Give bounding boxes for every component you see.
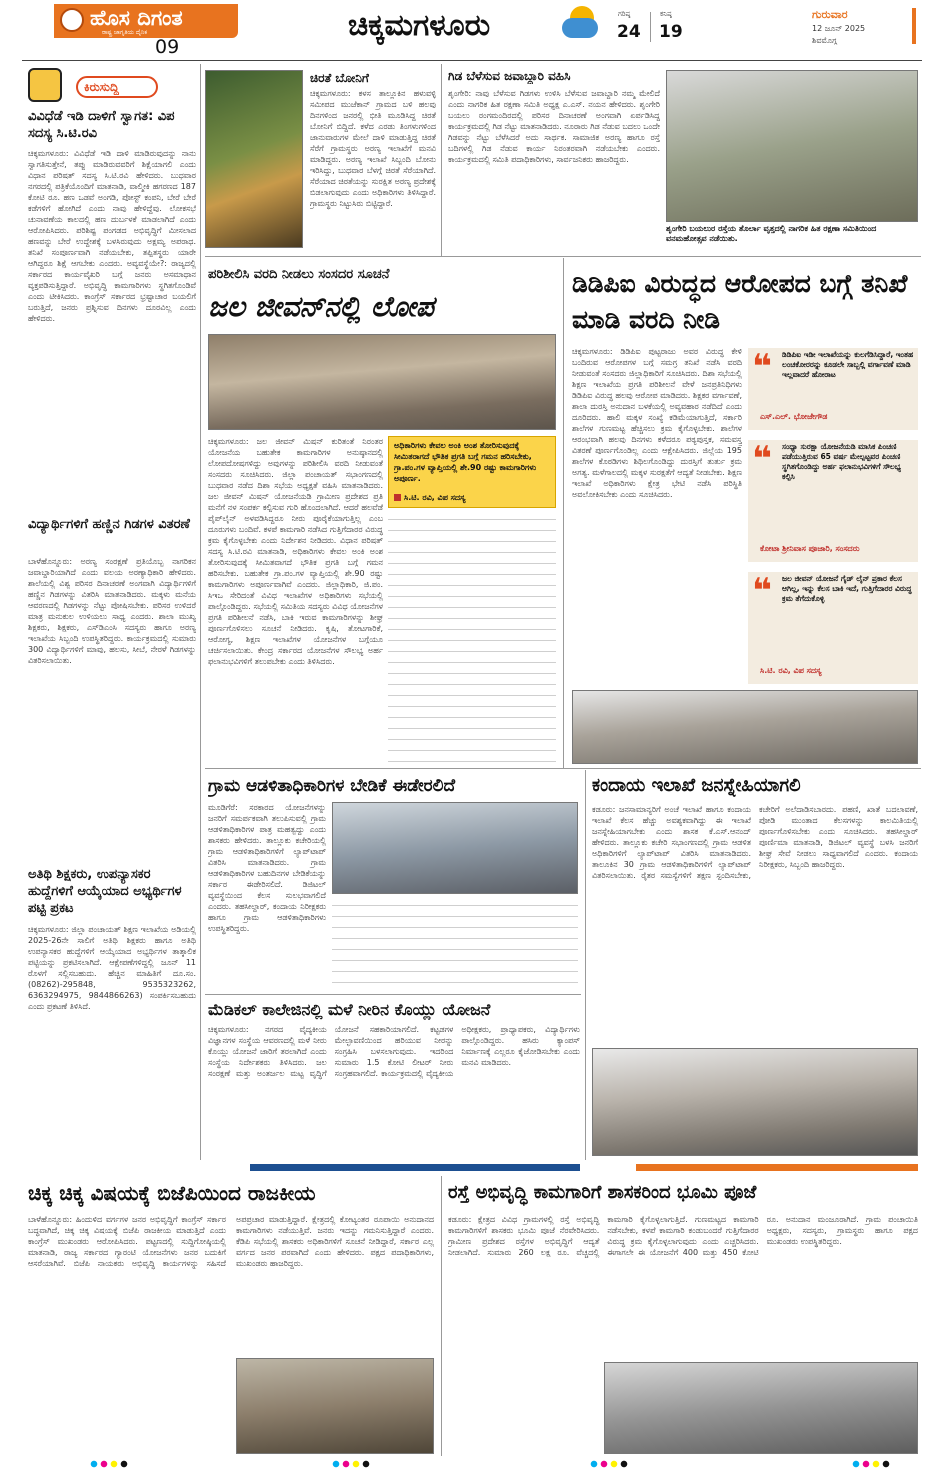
grama-photo (332, 802, 578, 894)
medical-headline: ಮೆಡಿಕಲ್ ಕಾಲೇಜಿನಲ್ಲಿ ಮಳೆ ನೀರಿನ ಕೊಯ್ಲು ಯೋಜನೆ (208, 1000, 491, 1019)
rule-under-top (205, 256, 921, 257)
masthead-rule (22, 60, 922, 61)
section-bar-orange (636, 1164, 918, 1171)
gida-photo (666, 70, 918, 222)
kirusuddi-label: ಕಿರುಸುದ್ದಿ (84, 80, 119, 94)
leopard-headline: ಚಿರತೆ ಬೋನಿಗೆ (310, 71, 369, 85)
ddpi-body: ಚಿಕ್ಕಮಗಳೂರು: ಡಿಡಿಪಿಐ ಪುಟ್ಟರಾಜು ಅವರ ವಿರುದ್ಧ ಕೇಳಿ ಬಂದಿರುವ ಆರೋಪಗಳ ಬಗ್ಗೆ ಸಮಗ್ರ ತನಿಖೆ ನಡೆಸಿ ವರದಿ ನೀಡುವಂತೆ ಸಂಸದರು ಜಿಲ್ಲಾಧಿಕಾರಿಗೆ ಸೂಚಿಸಿದರು. ದಿಶಾ ಸಭೆಯಲ್ಲಿ ಶಿಕ್ಷಣ ಇಲಾಖೆಯ ಪ್ರಗತಿ ಪರಿಶೀಲನೆ ವೇಳೆ ಜನಪ್ರತಿನಿಧಿಗಳು ಡಿಡಿಪಿಐ ವಿರುದ್ಧ ಹಲವು ಆರೋಪ ಮಾಡಿದರು. ಶಿಕ್ಷಕರ ವರ್ಗಾವಣೆ, ಶಾಲಾ ದುರಸ್ತಿ ಅನುದಾನ ಬಳಕೆಯಲ್ಲಿ ಅವ್ಯವಹಾರ ನಡೆದಿದೆ ಎಂದು ದೂರಿದರು. ಹಾಲಿ ಮಕ್ಕಳ ಸಂಖ್ಯೆ ಕಡಿಮೆಯಾಗುತ್ತಿದೆ, ಸರ್ಕಾರಿ ಶಾಲೆಗಳ ಗುಣಮಟ್ಟ ಹೆಚ್ಚಿಸಲು ಕ್ರಮ ಕೈಗೊಳ್ಳಬೇಕು. ಶಾಲೆಗಳ ಆರಂಭವಾಗಿ ಹಲವು ದಿನಗಳು ಕಳೆದರೂ ಪಠ್ಯಪುಸ್ತಕ, ಸಮವಸ್ತ್ರ ವಿತರಣೆ ಪೂರ್ಣಗೊಂಡಿಲ್ಲ ಎಂದು ಆಕ್ಷೇಪಿಸಿದರು. ಜಿಲ್ಲೆಯ 195 ಶಾಲೆಗಳ ಕೊಠಡಿಗಳು ಶಿಥಿಲಗೊಂಡಿದ್ದು ದುರಸ್ತಿಗೆ ತುರ್ತು ಕ್ರಮ ಅಗತ್ಯ. ಮಳೆಗಾಲದಲ್ಲಿ ಮಕ್ಕಳ ಸುರಕ್ಷತೆಗೆ ಆದ್ಯತೆ ನೀಡಬೇಕು. ಶಿಕ್ಷಣ ಇಲಾಖೆ ಅಧಿಕಾರಿಗಳು ಕ್ಷೇತ್ರ ಭೇಟಿ ನಡೆಸಿ ಪರಿಸ್ಥಿತಿ ಅವಲೋಕಿಸಬೇಕು ಎಂದು ಸೂಚಿಸಿದರು. (572, 347, 742, 499)
jal-headline: ಜಲ ಜೀವನ್‌ನಲ್ಲಿ ಲೋಪ (208, 290, 434, 323)
masthead-accent-bar (912, 8, 916, 44)
rule-mid (205, 768, 921, 769)
kirusuddi-headline-3: ಅತಿಥಿ ಶಿಕ್ಷಕರು, ಉಪನ್ಯಾಸಕರ ಹುದ್ದೆಗಳಿಗೆ ಆಯ್ಕೆಯಾದ ಅಭ್ಯರ್ಥಿಗಳ ಪಟ್ಟಿ ಪ್ರಕಟ (28, 867, 182, 916)
leopard-photo (205, 70, 303, 248)
date: 12 ಜೂನ್ 2025 (812, 24, 866, 33)
quote-mark-icon: ❝ (752, 439, 772, 479)
jal-quote-by: ಸಿ.ಟಿ. ರವಿ, ವಿಪ ಸದಸ್ಯ (404, 493, 466, 502)
grama-body: ಮೂಡಿಗೆರೆ: ಸರಕಾರದ ಯೋಜನೆಗಳನ್ನು ಜನರಿಗೆ ಸಮರ್ಪಕವಾಗಿ ತಲುಪಿಸುವಲ್ಲಿ ಗ್ರಾಮ ಆಡಳಿತಾಧಿಕಾರಿಗಳ ಪಾತ್ರ ಮಹತ್ವದ್ದು ಎಂದು ಶಾಸಕರು ಹೇಳಿದರು. ತಾಲ್ಲೂಕು ಕಚೇರಿಯಲ್ಲಿ ಗ್ರಾಮ ಆಡಳಿತಾಧಿಕಾರಿಗಳಿಗೆ ಲ್ಯಾಪ್‌ಟಾಪ್ ವಿತರಿಸಿ ಮಾತನಾಡಿದರು. ಗ್ರಾಮ ಆಡಳಿತಾಧಿಕಾರಿಗಳ ಬಹುದಿನಗಳ ಬೇಡಿಕೆಯನ್ನು ಸರ್ಕಾರ ಈಡೇರಿಸಲಿದೆ. ಡಿಜಿಟಲ್ ವ್ಯವಸ್ಥೆಯಿಂದ ಕೆಲಸ ಸುಲಭವಾಗಲಿದೆ ಎಂದರು. ತಹಸೀಲ್ದಾರ್, ಕಂದಾಯ ನಿರೀಕ್ಷಕರು ಹಾಗೂ ಗ್ರಾಮ ಆಡಳಿತಾಧಿಕಾರಿಗಳು ಉಪಸ್ಥಿತರಿದ್ದರು. (208, 803, 326, 933)
kirusuddi-body-2: ಬಾಳೆಹೊನ್ನೂರು: ಅರಣ್ಯ ಸಂರಕ್ಷಣೆ ಪ್ರತಿಯೊಬ್ಬ ನಾಗರಿಕನ ಜವಾಬ್ದಾರಿಯಾಗಿದೆ ಎಂದು ವಲಯ ಅರಣ್ಯಾಧಿಕಾರಿ ಹೇಳಿದರು. ಶಾಲೆಯಲ್ಲಿ ವಿಶ್ವ ಪರಿಸರ ದಿನಾಚರಣೆ ಅಂಗವಾಗಿ ವಿದ್ಯಾರ್ಥಿಗಳಿಗೆ ಹಣ್ಣಿನ ಗಿಡಗಳನ್ನು ವಿತರಿಸಿ ಮಾತನಾಡಿದರು. ಮಕ್ಕಳು ಮನೆಯ ಆವರಣದಲ್ಲಿ ಗಿಡಗಳನ್ನು ನೆಟ್ಟು ಪೋಷಿಸಬೇಕು. ಪರಿಸರ ಉಳಿದರೆ ಮಾತ್ರ ಮನುಕುಲ ಉಳಿಯಲು ಸಾಧ್ಯ ಎಂದರು. ಶಾಲಾ ಮುಖ್ಯ ಶಿಕ್ಷಕರು, ಶಿಕ್ಷಕರು, ಎಸ್‌ಡಿಎಂಸಿ ಸದಸ್ಯರು ಹಾಗೂ ಅರಣ್ಯ ಇಲಾಖೆಯ ಸಿಬ್ಬಂದಿ ಉಪಸ್ಥಿತರಿದ್ದರು. ಕಾರ್ಯಕ್ರಮದಲ್ಲಿ ಸುಮಾರು 300 ವಿದ್ಯಾರ್ಥಿಗಳಿಗೆ ಮಾವು, ಹಲಸು, ಸೀಬೆ, ನೇರಳೆ ಗಿಡಗಳನ್ನು ವಿತರಿಸಲಾಯಿತು. (28, 557, 196, 665)
weather-cloud-icon (562, 18, 598, 38)
kirusuddi-hand-icon (28, 68, 62, 102)
bjp-body: ಬಾಳೆಹೊನ್ನೂರು: ಹಿಂದುಳಿದ ವರ್ಗಗಳ ಜನರ ಅಭಿವೃದ್ಧಿಗೆ ಕಾಂಗ್ರೆಸ್ ಸರ್ಕಾರ ಬದ್ಧವಾಗಿದೆ, ಚಿಕ್ಕ ಚಿಕ್ಕ ವಿಷಯಕ್ಕೆ ಬಿಜೆಪಿ ರಾಜಕೀಯ ಮಾಡುತ್ತಿದೆ ಎಂದು ಕಾಂಗ್ರೆಸ್ ಮುಖಂಡರು ಆರೋಪಿಸಿದರು. ಪಟ್ಟಣದಲ್ಲಿ ಸುದ್ದಿಗೋಷ್ಠಿಯಲ್ಲಿ ಮಾತನಾಡಿ, ರಾಜ್ಯ ಸರ್ಕಾರದ ಗ್ಯಾರಂಟಿ ಯೋಜನೆಗಳು ಜನರ ಬದುಕಿಗೆ ಆಸರೆಯಾಗಿವೆ. ಬಿಜೆಪಿ ನಾಯಕರು ಅಭಿವೃದ್ಧಿ ಕಾರ್ಯಗಳನ್ನು ಸಹಿಸದೆ ಅಪಪ್ರಚಾರ ಮಾಡುತ್ತಿದ್ದಾರೆ. ಕ್ಷೇತ್ರದಲ್ಲಿ ಕೋಟ್ಯಂತರ ರೂಪಾಯಿ ಅನುದಾನದ ಕಾಮಗಾರಿಗಳು ನಡೆಯುತ್ತಿವೆ. ಜನರು ಇದನ್ನು ಗಮನಿಸುತ್ತಿದ್ದಾರೆ ಎಂದರು. ಕೆಡಿಪಿ ಸಭೆಯಲ್ಲಿ ಶಾಸಕರು ಅಧಿಕಾರಿಗಳಿಗೆ ಸೂಚನೆ ನೀಡಿದ್ದಾರೆ, ಸರ್ಕಾರ ಎಲ್ಲ ವರ್ಗದ ಜನರ ಪರವಾಗಿದೆ ಎಂದು ಹೇಳಿದರು. ಪಕ್ಷದ ಪದಾಧಿಕಾರಿಗಳು, ಮುಖಂಡರು ಹಾಜರಿದ್ದರು. (28, 1215, 434, 1268)
edition-title: ಚಿಕ್ಕಮಗಳೂರು (348, 8, 491, 43)
weather-divider (650, 12, 651, 42)
raste-headline: ರಸ್ತೆ ಅಭಿವೃದ್ಧಿ ಕಾಮಗಾರಿಗೆ ಶಾಸಕರಿಂದ ಭೂಮಿ ಪೂಜೆ (448, 1182, 757, 1203)
registration-marks (332, 1460, 372, 1468)
jal-body-continued (388, 512, 556, 766)
weekday: ಗುರುವಾರ (812, 8, 848, 21)
column-rule-left (200, 64, 201, 1160)
column-rule-bottom (441, 1176, 442, 1456)
brand-logo-icon (60, 8, 84, 32)
ddpi-quote-2-by: ಕೋಟಾ ಶ್ರೀನಿವಾಸ ಪೂಜಾರಿ, ಸಂಸದರು (760, 544, 860, 553)
ddpi-photo (572, 690, 918, 764)
temp-max-label: ಗರಿಷ್ಠ (618, 10, 631, 18)
ddpi-quote-1-text: ಡಿಡಿಪಿಐ ಇಡೀ ಇಲಾಖೆಯನ್ನು ಕುಲಗೆಡಿಸಿದ್ದಾರೆ, ಇಂತಹ ಲಂಚಕೋರರನ್ನು ಕೂಡಲೇ ಸಾಬ್ಬಲ್ಲಿ ವರ್ಗಾವಣೆ ಮಾಡಿ ಇಲ್ಲವಾದರೆ ಹೋರಾಟ (782, 350, 914, 379)
kirusuddi-headline-1: ವಿವಿಧೆಡೆ ಇಡಿ ದಾಳಿಗೆ ಸ್ವಾಗತ: ವಿಪ ಸದಸ್ಯ ಸಿ.ಟಿ.ರವಿ (28, 109, 175, 141)
quote-mark-icon: ❝ (752, 571, 772, 611)
jal-kicker: ಪರಿಶೀಲಿಸಿ ವರದಿ ನೀಡಲು ಸಂಸದರ ಸೂಚನೆ (208, 267, 390, 282)
column-rule-center-2 (585, 770, 586, 1160)
kandaya-body: ಕಡೂರು: ಜನಸಾಮಾನ್ಯರಿಗೆ ಅಂಚೆ ಇಲಾಖೆ ಹಾಗೂ ಕಂದಾಯ ಇಲಾಖೆ ಕೆಲಸ ಹೆಚ್ಚು ಅವಶ್ಯಕವಾಗಿದ್ದು ಈ ಇಲಾಖೆ ಜನಸ್ನೇಹಿಯಾಗಬೇಕು ಎಂದು ಶಾಸಕ ಕೆ.ಎಸ್.ಆನಂದ್ ಹೇಳಿದರು. ತಾಲ್ಲೂಕು ಕಚೇರಿ ಸಭಾಂಗಣದಲ್ಲಿ ಗ್ರಾಮ ಆಡಳಿತ ಅಧಿಕಾರಿಗಳಿಗೆ ಲ್ಯಾಪ್‌ಟಾಪ್ ವಿತರಿಸಿ ಮಾತನಾಡಿದರು. ತಾಲೂಕಿನ 30 ಗ್ರಾಮ ಆಡಳಿತಾಧಿಕಾರಿಗಳಿಗೆ ಲ್ಯಾಪ್‌ಟಾಪ್ ವಿತರಿಸಲಾಯಿತು. ರೈತರ ಸಮಸ್ಯೆಗಳಿಗೆ ತಕ್ಷಣ ಸ್ಪಂದಿಸಬೇಕು, ಕಚೇರಿಗೆ ಅಲೆದಾಡಿಸಬಾರದು. ಪಹಣಿ, ಖಾತೆ ಬದಲಾವಣೆ, ಪೋಡಿ ಮುಂತಾದ ಕೆಲಸಗಳನ್ನು ಕಾಲಮಿತಿಯಲ್ಲಿ ಪೂರ್ಣಗೊಳಿಸಬೇಕು ಎಂದು ಸೂಚಿಸಿದರು. ತಹಸೀಲ್ದಾರ್ ಪೂರ್ಣಿಮಾ ಮಾತನಾಡಿ, ಡಿಜಿಟಲ್ ವ್ಯವಸ್ಥೆ ಬಳಸಿ ಜನರಿಗೆ ಶೀಘ್ರ ಸೇವೆ ನೀಡಲು ಸಾಧ್ಯವಾಗಲಿದೆ ಎಂದರು. ಕಂದಾಯ ನಿರೀಕ್ಷಕರು, ಸಿಬ್ಬಂದಿ ಹಾಜರಿದ್ದರು. (592, 805, 918, 880)
column-rule-center (563, 258, 564, 768)
registration-marks (590, 1460, 630, 1468)
temp-min-label: ಕನಿಷ್ಠ (660, 10, 672, 18)
grama-body-continued (332, 898, 578, 990)
grama-headline: ಗ್ರಾಮ ಆಡಳಿತಾಧಿಕಾರಿಗಳ ಬೇಡಿಕೆ ಈಡೇರಲಿದೆ (208, 776, 456, 796)
ddpi-quote-3-by: ಸಿ.ಟಿ. ರವಿ, ವಿಪ ಸದಸ್ಯ (760, 666, 822, 675)
kandaya-photo (592, 1048, 918, 1156)
gida-body: ಶೃಂಗೇರಿ: ನಾವು ಬೆಳೆಸುವ ಗಿಡಗಳು ಉಳಿಸಿ ಬೆಳೆಸುವ ಜವಾಬ್ದಾರಿ ನಮ್ಮ ಮೇಲಿದೆ ಎಂದು ನಾಗರಿಕ ಹಿತ ರಕ್ಷಣಾ ಸಮಿತಿ ಅಧ್ಯಕ್ಷ ಎ.ಎಸ್. ನಯನ ಹೇಳಿದರು. ಶೃಂಗೇರಿ ಬಯಲು ರಂಗಮಂದಿರದಲ್ಲಿ ಪರಿಸರ ದಿನಾಚರಣೆ ಅಂಗವಾಗಿ ಏರ್ಪಡಿಸಿದ್ದ ಕಾರ್ಯಕ್ರಮದಲ್ಲಿ ಗಿಡ ನೆಟ್ಟು ಮಾತನಾಡಿದರು. ನೂರಾರು ಗಿಡ ನೆಡುವ ಬದಲು ಒಂದೇ ಗಿಡವನ್ನು ನೆಟ್ಟು ಬೆಳೆಸಿದರೆ ಅದು ಸಾರ್ಥಕ. ಸಾಮಾಜಿಕ ಅರಣ್ಯ ಹಾಗೂ ರಸ್ತೆ ಬದಿಗಳಲ್ಲಿ ಗಿಡ ನೆಡುವ ಕಾರ್ಯ ನಿರಂತರವಾಗಿ ನಡೆಯಬೇಕು ಎಂದರು. ಕಾರ್ಯಕ್ರಮದಲ್ಲಿ ಸಮಿತಿ ಪದಾಧಿಕಾರಿಗಳು, ಸಾರ್ವಜನಿಕರು ಹಾಜರಿದ್ದರು. (448, 89, 660, 164)
kirusuddi-body-3: ಚಿಕ್ಕಮಗಳೂರು: ಜಿಲ್ಲಾ ಪಂಚಾಯತ್ ಶಿಕ್ಷಣ ಇಲಾಖೆಯ ಅಡಿಯಲ್ಲಿ 2025-26ನೇ ಸಾಲಿಗೆ ಅತಿಥಿ ಶಿಕ್ಷಕರು ಹಾಗೂ ಅತಿಥಿ ಉಪನ್ಯಾಸಕರ ಹುದ್ದೆಗಳಿಗೆ ಆಯ್ಕೆಯಾದ ಅಭ್ಯರ್ಥಿಗಳ ತಾತ್ಕಾಲಿಕ ಪಟ್ಟಿಯನ್ನು ಪ್ರಕಟಿಸಲಾಗಿದೆ. ಆಕ್ಷೇಪಣೆಗಳಿದ್ದಲ್ಲಿ ಜೂನ್ 11 ರೊಳಗೆ ಸಲ್ಲಿಸಬಹುದು. ಹೆಚ್ಚಿನ ಮಾಹಿತಿಗೆ ದೂ.ಸಂ. (08262)-295848, 9535323262, 6363294975, 9844866263) ಸಂಪರ್ಕಿಸಬಹುದು ಎಂದು ಪ್ರಕಟಣೆ ತಿಳಿಸಿದೆ. (28, 925, 196, 1011)
ddpi-quote-1-by: ಎಸ್.ಎಲ್. ಭೋಜೇಗೌಡ (760, 412, 828, 421)
jal-quote-marker (394, 494, 401, 501)
bjp-photo (236, 1358, 434, 1454)
page-number: 09 (155, 37, 180, 57)
paper-name: ಹೊಸ ದಿಗಂತ (90, 6, 183, 30)
raste-photo (604, 1362, 918, 1454)
section-bar-blue (250, 1164, 580, 1171)
bjp-headline: ಚಿಕ್ಕ ಚಿಕ್ಕ ವಿಷಯಕ್ಕೆ ಬಿಜೆಪಿಯಿಂದ ರಾಜಕೀಯ (28, 1181, 316, 1205)
registration-marks (90, 1460, 130, 1468)
city: ಶಿವಮೊಗ್ಗ (812, 36, 837, 45)
temp-min: 19 (659, 22, 683, 42)
medical-body: ಚಿಕ್ಕಮಗಳೂರು: ನಗರದ ವೈದ್ಯಕೀಯ ವಿಜ್ಞಾನಗಳ ಸಂಸ್ಥೆಯ ಆವರಣದಲ್ಲಿ ಮಳೆ ನೀರು ಕೊಯ್ಲು ಯೋಜನೆ ಜಾರಿಗೆ ತರಲಾಗಿದೆ ಎಂದು ಸಂಸ್ಥೆಯ ನಿರ್ದೇಶಕರು ತಿಳಿಸಿದರು. ಜಲ ಸಂರಕ್ಷಣೆ ಮತ್ತು ಅಂತರ್ಜಲ ಮಟ್ಟ ವೃದ್ಧಿಗೆ ಯೋಜನೆ ಸಹಕಾರಿಯಾಗಲಿದೆ. ಕಟ್ಟಡಗಳ ಮೇಲ್ಛಾವಣಿಯಿಂದ ಹರಿಯುವ ನೀರನ್ನು ಸಂಗ್ರಹಿಸಿ ಬಳಸಲಾಗುವುದು. ಇದರಿಂದ ಸುಮಾರು 1.5 ಕೋಟಿ ಲೀಟರ್ ನೀರು ಸಂಗ್ರಹವಾಗಲಿದೆ. ಕಾರ್ಯಕ್ರಮದಲ್ಲಿ ವೈದ್ಯಕೀಯ ಅಧೀಕ್ಷಕರು, ಪ್ರಾಧ್ಯಾಪಕರು, ವಿದ್ಯಾರ್ಥಿಗಳು ಪಾಲ್ಗೊಂಡಿದ್ದರು. ಹಸಿರು ಕ್ಯಾಂಪಸ್ ನಿರ್ಮಾಣಕ್ಕೆ ಎಲ್ಲರೂ ಕೈಜೋಡಿಸಬೇಕು ಎಂದು ಮನವಿ ಮಾಡಿದರು. (208, 1025, 580, 1078)
paper-tagline: ರಾಷ್ಟ್ರ ಜಾಗೃತಿಯ ದೈನಿಕ (102, 29, 148, 36)
kirusuddi-body-1: ಚಿಕ್ಕಮಗಳೂರು: ವಿವಿಧೆಡೆ ಇಡಿ ದಾಳಿ ಮಾಡಿರುವುದನ್ನು ನಾನು ಸ್ವಾಗತಿಸುತ್ತೇನೆ, ತಪ್ಪು ಮಾಡಿರುವವರಿಗೆ ಶಿಕ್ಷೆಯಾಗಲಿ ಎಂದು ವಿಧಾನ ಪರಿಷತ್ ಸದಸ್ಯ ಸಿ.ಟಿ.ರವಿ ಹೇಳಿದರು. ಬುಧವಾರ ನಗರದಲ್ಲಿ ಪತ್ರಿಕೆಯೊಂದಿಗೆ ಮಾತನಾಡಿ, ವಾಲ್ಮೀಕಿ ಹಗರಣದ 187 ಕೋಟಿ ರೂ. ಹಣ ಒಡವೆ ಅಂಗಡಿ, ಪೋಸ್ಟ್ ಕಂಪನಿ, ಬೇರೆ ಬೇರೆ ಕಡೆಗಳಿಗೆ ಹೋಗಿದೆ ಎಂದು ನಾವು ಹೇಳಿದ್ದೆವು. ಲೋಕಸಭೆ ಚುನಾವಣೆಯ ಕಾಲದಲ್ಲಿ ಹಣ ದುರ್ಬಳಕೆ ಮಾಡಲಾಗಿದೆ ಎಂದು ಆರೋಪಿಸಿದರು. ಪರಿಶಿಷ್ಟ ಪಂಗಡದ ಅಭಿವೃದ್ಧಿಗೆ ಮೀಸಲಾದ ಹಣವನ್ನು ಬೇರೆ ಉದ್ದೇಶಕ್ಕೆ ಬಳಸಿರುವುದು ಅಕ್ಷಮ್ಯ ಅಪರಾಧ. ತನಿಖೆ ಸಂಪೂರ್ಣವಾಗಿ ನಡೆಯಬೇಕು, ತಪ್ಪಿತಸ್ಥರು ಯಾರೇ ಆಗಿದ್ದರೂ ಶಿಕ್ಷೆ ಆಗಬೇಕು ಎಂದರು. ಅವ್ಯವಸ್ಥೆಯೇ?: ರಾಜ್ಯದಲ್ಲಿ ಸರ್ಕಾರದ ಕಾರ್ಯವೈಖರಿ ಬಗ್ಗೆ ಜನರು ಅಸಮಾಧಾನ ವ್ಯಕ್ತಪಡಿಸುತ್ತಿದ್ದಾರೆ. ಅಭಿವೃದ್ಧಿ ಕಾಮಗಾರಿಗಳು ಸ್ಥಗಿತಗೊಂಡಿವೆ ಎಂದು ಟೀಕಿಸಿದರು. ಕಾಂಗ್ರೆಸ್ ಸರ್ಕಾರದ ಭ್ರಷ್ಟಾಚಾರ ಬಯಲಿಗೆ ಬರುತ್ತಿದೆ, ಜನರು ಪ್ರಶ್ನಿಸುವ ದಿನಗಳು ದೂರವಿಲ್ಲ ಎಂದು ಹೇಳಿದರು. (28, 149, 196, 323)
column-rule-gida (441, 64, 442, 256)
rule-medical (205, 994, 581, 995)
leopard-body: ಚಿಕ್ಕಮಗಳೂರು: ಕಳಸ ತಾಲ್ಲೂಕಿನ ಹಳುವಳ್ಳಿ ಸಮೀಪದ ಮುಜೆಕಾನ್ ಗ್ರಾಮದ ಬಳಿ ಹಲವು ದಿನಗಳಿಂದ ಜನರಲ್ಲಿ ಭೀತಿ ಮೂಡಿಸಿದ್ದ ಚಿರತೆ ಬೋನಿಗೆ ಬಿದ್ದಿದೆ. ಕಳೆದ ಎರಡು ತಿಂಗಳುಗಳಿಂದ ಜಾನುವಾರುಗಳ ಮೇಲೆ ದಾಳಿ ಮಾಡುತ್ತಿದ್ದ ಚಿರತೆ ಸೆರೆಗೆ ಗ್ರಾಮಸ್ಥರು ಅರಣ್ಯ ಇಲಾಖೆಗೆ ಮನವಿ ಮಾಡಿದ್ದರು. ಅರಣ್ಯ ಇಲಾಖೆ ಸಿಬ್ಬಂದಿ ಬೋನು ಇರಿಸಿದ್ದು, ಬುಧವಾರ ಬೆಳಗ್ಗೆ ಚಿರತೆ ಸೆರೆಯಾಗಿದೆ. ಸೆರೆಯಾದ ಚಿರತೆಯನ್ನು ಸುರಕ್ಷಿತ ಅರಣ್ಯ ಪ್ರದೇಶಕ್ಕೆ ಬಿಡಲಾಗುವುದು ಎಂದು ಅಧಿಕಾರಿಗಳು ತಿಳಿಸಿದ್ದಾರೆ. ಗ್ರಾಮಸ್ಥರು ನಿಟ್ಟುಸಿರು ಬಿಟ್ಟಿದ್ದಾರೆ. (310, 89, 436, 208)
gida-headline: ಗಿಡ ಬೆಳೆಸುವ ಜವಾಬ್ದಾರಿ ವಹಿಸಿ (448, 69, 571, 83)
kirusuddi-headline-2: ವಿದ್ಯಾರ್ಥಿಗಳಿಗೆ ಹಣ್ಣಿನ ಗಿಡಗಳ ವಿತರಣೆ (28, 517, 190, 532)
jal-photo (208, 334, 556, 430)
jal-quote-text: ಅಧಿಕಾರಿಗಳು ಕೇವಲ ಅಂಕಿ ಅಂಶ ತೋರಿಸುವುದಕ್ಕೆ ಸೀಮಿತರಾಗದೆ ಭೌತಿಕ ಪ್ರಗತಿ ಬಗ್ಗೆ ಗಮನ ಹರಿಸಬೇಕು, ಗ್ರಾ.ಪಂ.ಗಳ ವ್ಯಾಪ್ತಿಯಲ್ಲಿ ಶೇ.90 ರಷ್ಟು ಕಾಮಗಾರಿಗಳು ಅಪೂರ್ಣ. (394, 441, 537, 483)
gida-caption: ಶೃಂಗೇರಿ ಬಯಲುರ ರಸ್ತೆಯ ತೊರ್ಲಾ ವೃತ್ತದಲ್ಲಿ ನಾಗರಿಕ ಹಿತ ರಕ್ಷಣಾ ಸಮಿತಿಯಿಂದ ವನಮಹೋತ್ಸವ ನಡೆಯಿತು. (666, 224, 877, 243)
quote-mark-icon: ❝ (752, 347, 772, 387)
registration-marks (852, 1460, 892, 1468)
kandaya-headline: ಕಂದಾಯ ಇಲಾಖೆ ಜನಸ್ನೇಹಿಯಾಗಲಿ (592, 775, 801, 796)
ddpi-headline: ಡಿಡಿಪಿಐ ವಿರುದ್ಧದ ಆರೋಪದ ಬಗ್ಗೆ ತನಿಖೆ ಮಾಡಿ ವರದಿ ನೀಡಿ (572, 269, 908, 334)
ddpi-quote-3-text: ಜಲ ಜೀವನ್ ಯೋಜನೆ ಗೈಡ್ ಲೈನ್ ಪ್ರಕಾರ ಕೆಲಸ ಆಗಿಲ್ಲ, ಇನ್ನು ಕೆಲಸ ಬಾಕಿ ಇದೆ, ಗುತ್ತಿಗೆದಾರರ ವಿರುದ್ಧ ಕ್ರಮ ತೆಗೆದುಕೊಳ್ಳಿ (782, 574, 912, 603)
jal-body: ಚಿಕ್ಕಮಗಳೂರು: ಜಲ ಜೀವನ್ ಮಿಷನ್ ಕುರಿತಂತೆ ನಿರಂತರ ಯೋಜನೆಯ ಬಹುತೇಕ ಕಾಮಗಾರಿಗಳ ಅನುಷ್ಠಾನದಲ್ಲಿ ಲೋಪದೋಷಗಳಿದ್ದು ಅವುಗಳನ್ನು ಪರಿಶೀಲಿಸಿ ವರದಿ ನೀಡುವಂತೆ ಸಂಸದರು ಸೂಚಿಸಿದರು. ಜಿಲ್ಲಾ ಪಂಚಾಯತ್ ಸಭಾಂಗಣದಲ್ಲಿ ಬುಧವಾರ ನಡೆದ ದಿಶಾ ಸಭೆಯ ಅಧ್ಯಕ್ಷತೆ ವಹಿಸಿ ಮಾತನಾಡಿದರು. ಜಲ ಜೀವನ್ ಮಿಷನ್ ಯೋಜನೆಯಡಿ ಗ್ರಾಮೀಣ ಪ್ರದೇಶದ ಪ್ರತಿ ಮನೆಗೆ ನಳ ಸಂಪರ್ಕ ಕಲ್ಪಿಸುವ ಗುರಿ ಹೊಂದಲಾಗಿದೆ. ಆದರೆ ಹಲವೆಡೆ ಪೈಪ್‌ಲೈನ್ ಅಳವಡಿಸಿದ್ದರೂ ನೀರು ಪೂರೈಕೆಯಾಗುತ್ತಿಲ್ಲ ಎಂಬ ದೂರುಗಳು ಬಂದಿವೆ. ಕಳಪೆ ಕಾಮಗಾರಿ ನಡೆಸಿದ ಗುತ್ತಿಗೆದಾರರ ವಿರುದ್ಧ ಕ್ರಮ ಕೈಗೊಳ್ಳಬೇಕು ಎಂದು ನಿರ್ದೇಶನ ನೀಡಿದರು. ವಿಧಾನ ಪರಿಷತ್ ಸದಸ್ಯ ಸಿ.ಟಿ.ರವಿ ಮಾತನಾಡಿ, ಅಧಿಕಾರಿಗಳು ಕೇವಲ ಅಂಕಿ ಅಂಶ ತೋರಿಸುವುದಕ್ಕೆ ಸೀಮಿತವಾಗದೆ ಭೌತಿಕ ಪ್ರಗತಿ ಬಗ್ಗೆ ಗಮನ ಹರಿಸಬೇಕು. ಬಹುತೇಕ ಗ್ರಾ.ಪಂ.ಗಳ ವ್ಯಾಪ್ತಿಯಲ್ಲಿ ಶೇ.90 ರಷ್ಟು ಕಾಮಗಾರಿಗಳು ಅಪೂರ್ಣವಾಗಿವೆ ಎಂದರು. ಜಿಲ್ಲಾಧಿಕಾರಿ, ಜಿ.ಪಂ. ಸಿಇಒ ಸೇರಿದಂತೆ ವಿವಿಧ ಇಲಾಖೆಗಳ ಅಧಿಕಾರಿಗಳು ಸಭೆಯಲ್ಲಿ ಪಾಲ್ಗೊಂಡಿದ್ದರು. ಸಭೆಯಲ್ಲಿ ಸಮಿತಿಯ ಸದಸ್ಯರು ವಿವಿಧ ಯೋಜನೆಗಳ ಪ್ರಗತಿ ಪರಿಶೀಲನೆ ನಡೆಸಿ, ಬಾಕಿ ಇರುವ ಕಾಮಗಾರಿಗಳನ್ನು ಶೀಘ್ರ ಪೂರ್ಣಗೊಳಿಸಲು ಸೂಚನೆ ನೀಡಿದರು. ಕೃಷಿ, ತೋಟಗಾರಿಕೆ, ಆರೋಗ್ಯ, ಶಿಕ್ಷಣ ಇಲಾಖೆಗಳ ಯೋಜನೆಗಳ ಬಗ್ಗೆಯೂ ಚರ್ಚಿಸಲಾಯಿತು. ಕೇಂದ್ರ ಸರ್ಕಾರದ ಯೋಜನೆಗಳ ಸೌಲಭ್ಯ ಅರ್ಹ ಫಲಾನುಭವಿಗಳಿಗೆ ತಲುಪಬೇಕು ಎಂದು ತಿಳಿಸಿದರು. (208, 437, 383, 666)
raste-body: ಕಡೂರು: ಕ್ಷೇತ್ರದ ವಿವಿಧ ಗ್ರಾಮಗಳಲ್ಲಿ ರಸ್ತೆ ಅಭಿವೃದ್ಧಿ ಕಾಮಗಾರಿಗಳಿಗೆ ಶಾಸಕರು ಭೂಮಿ ಪೂಜೆ ನೆರವೇರಿಸಿದರು. ಗ್ರಾಮೀಣ ಪ್ರದೇಶದ ರಸ್ತೆಗಳ ಅಭಿವೃದ್ಧಿಗೆ ಆದ್ಯತೆ ನೀಡಲಾಗಿದೆ. ಸುಮಾರು 260 ಲಕ್ಷ ರೂ. ವೆಚ್ಚದಲ್ಲಿ ಕಾಮಗಾರಿ ಕೈಗೊಳ್ಳಲಾಗುತ್ತಿದೆ. ಗುಣಮಟ್ಟದ ಕಾಮಗಾರಿ ನಡೆಸಬೇಕು, ಕಳಪೆ ಕಾಮಗಾರಿ ಕಂಡುಬಂದರೆ ಗುತ್ತಿಗೆದಾರರ ವಿರುದ್ಧ ಕ್ರಮ ಕೈಗೊಳ್ಳಲಾಗುವುದು ಎಂದು ಎಚ್ಚರಿಸಿದರು. ಈಗಾಗಲೇ ಈ ಯೋಜನೆಗೆ 400 ಮತ್ತು 450 ಕೋಟಿ ರೂ. ಅನುದಾನ ಮಂಜೂರಾಗಿದೆ. ಗ್ರಾಮ ಪಂಚಾಯಿತಿ ಅಧ್ಯಕ್ಷರು, ಸದಸ್ಯರು, ಗ್ರಾಮಸ್ಥರು ಹಾಗೂ ಪಕ್ಷದ ಮುಖಂಡರು ಉಪಸ್ಥಿತರಿದ್ದರು. (448, 1215, 918, 1257)
ddpi-quote-2-text: ಸಂಧ್ಯಾ ಸುರಕ್ಷಾ ಯೋಜನೆಯಡಿ ಮಾಸಿಕ ಪಿಂಚಣಿ ಪಡೆಯುತ್ತಿರುವ 65 ವರ್ಷ ಮೇಲ್ಪಟ್ಟವರ ಪಿಂಚಣಿ ಸ್ಥಗಿತಗೊಂಡಿದ್ದು ಅರ್ಹ ಫಲಾನುಭವಿಗಳಿಗೆ ಸೌಲಭ್ಯ ಕಲ್ಪಿಸಿ (782, 442, 901, 481)
temp-max: 24 (617, 22, 641, 42)
